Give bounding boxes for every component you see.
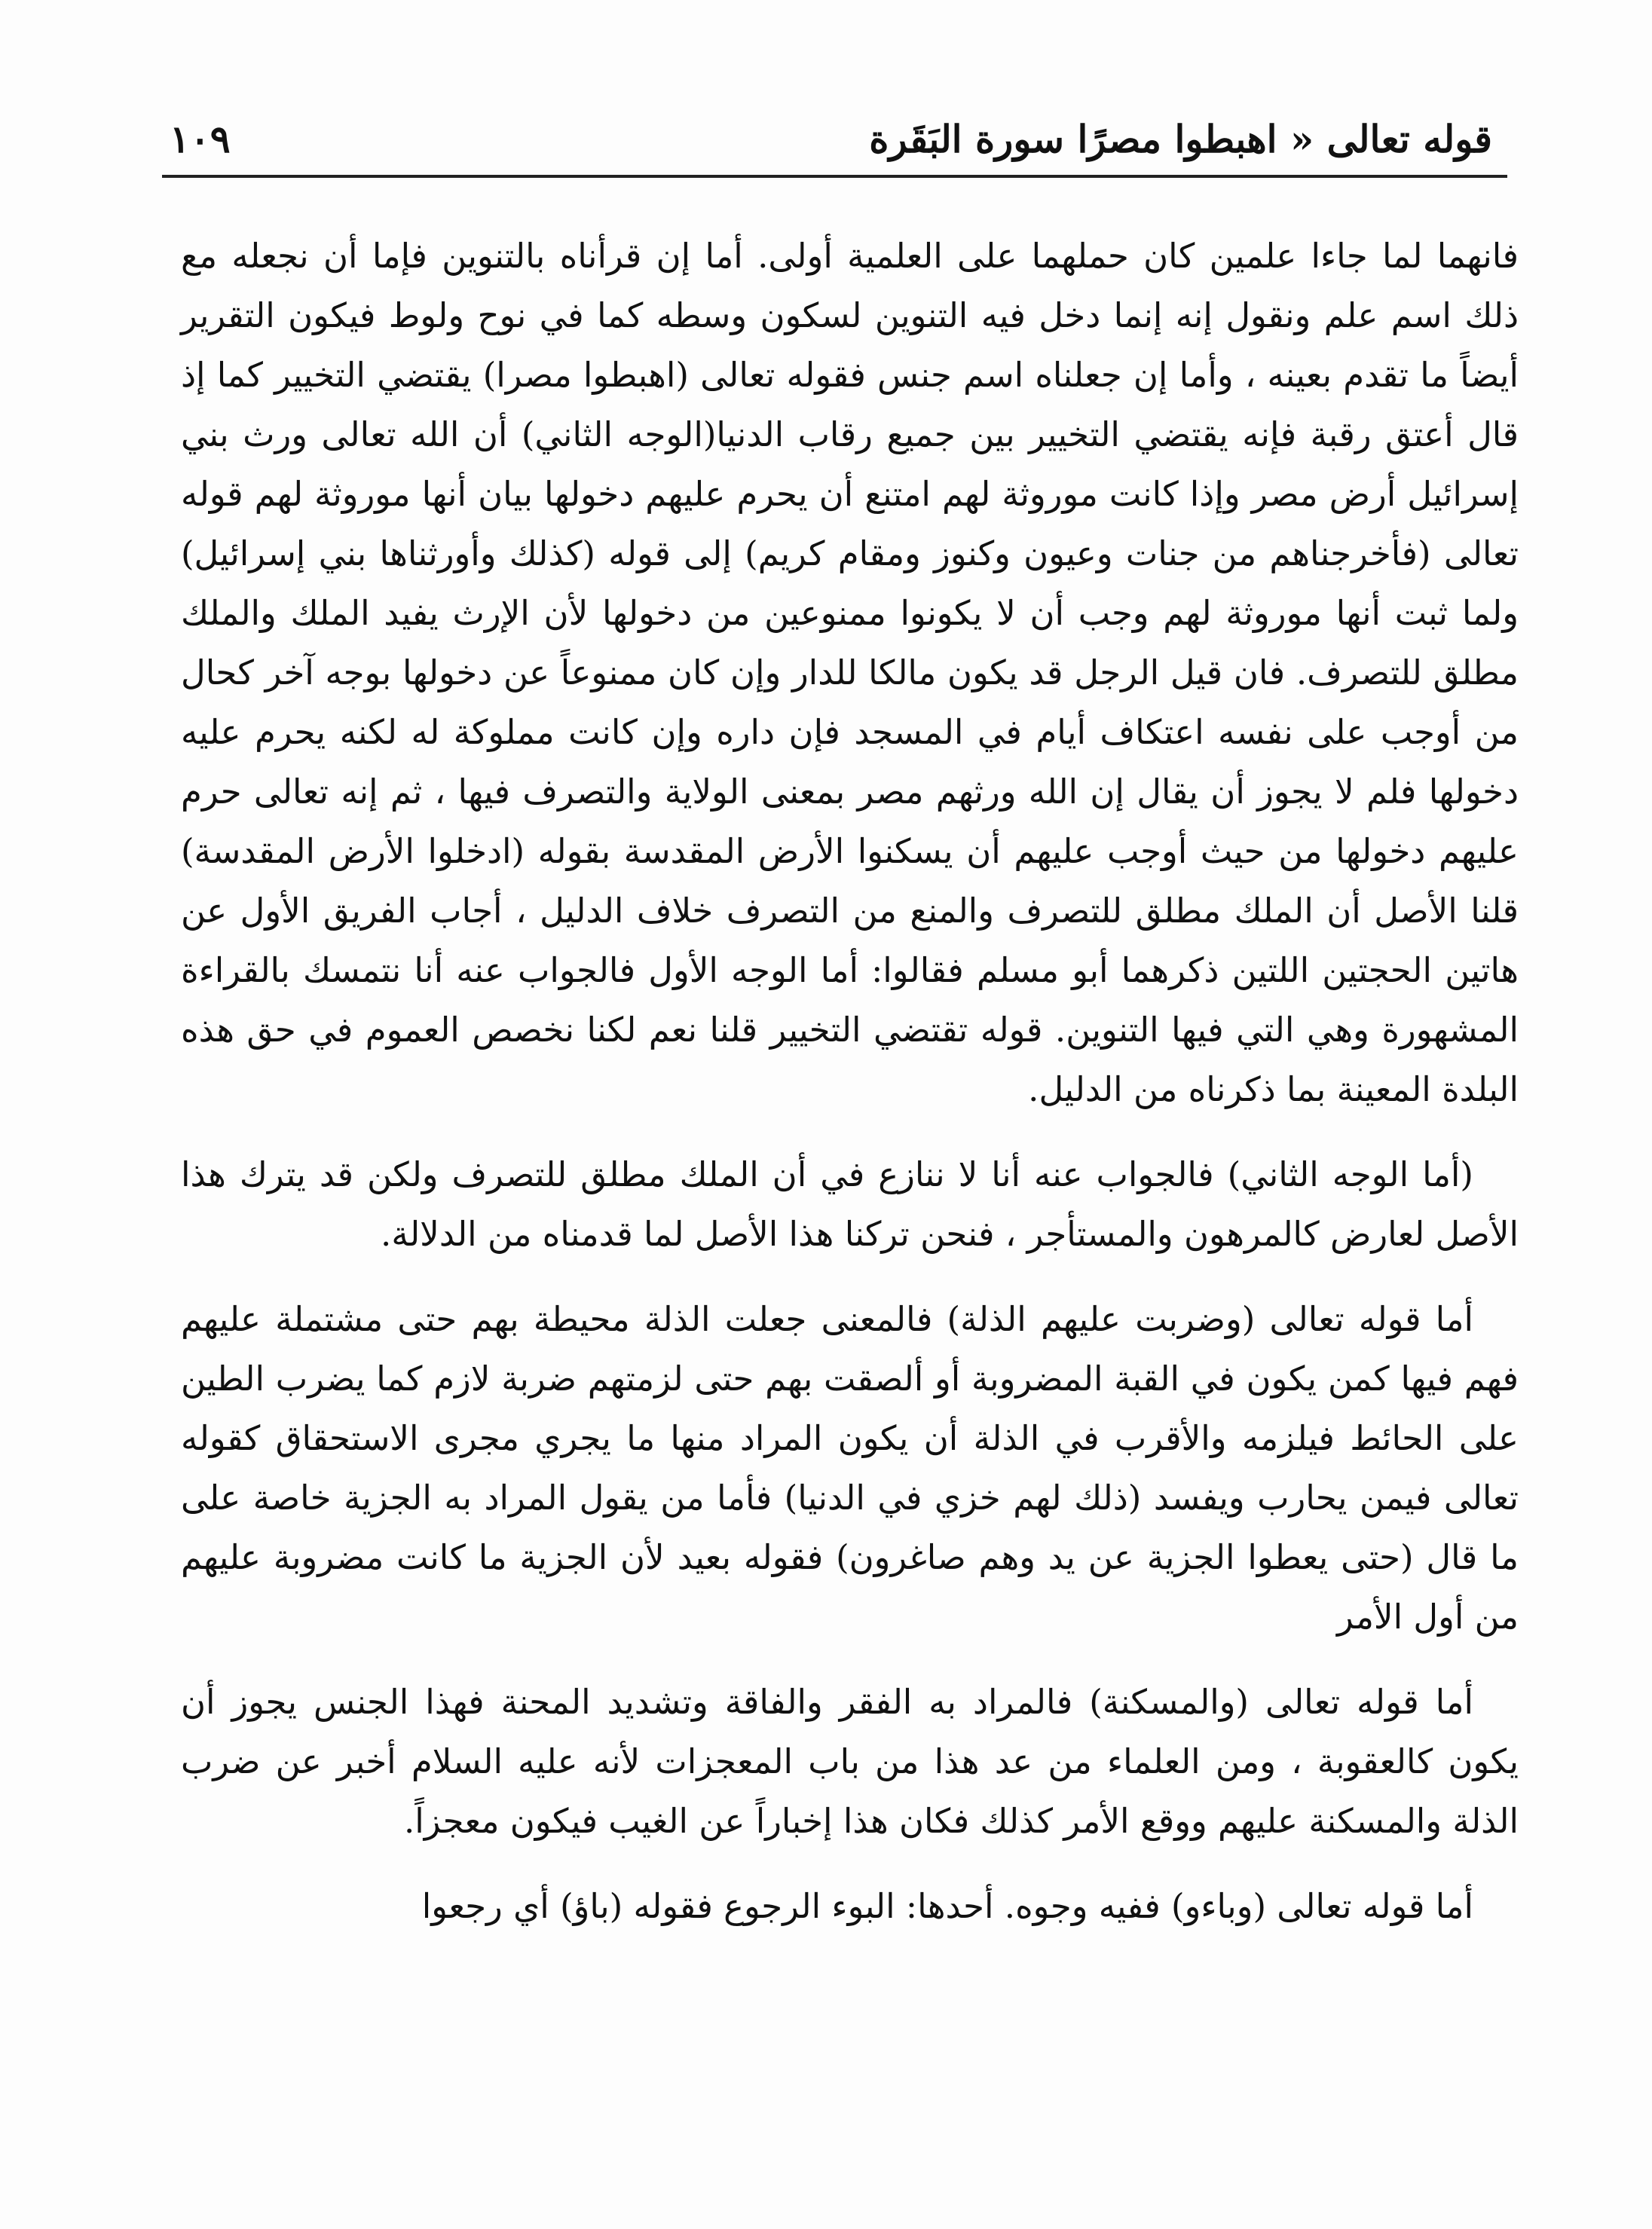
- header-rule: [162, 175, 1507, 178]
- running-title: قوله تعالى « اهبطوا مصرًا سورة البَقَرة: [869, 117, 1492, 161]
- paragraph-5: أما قوله تعالى (وباءو) ففيه وجوه. أحدها: البوء الرجوع فقوله (باؤ) أي رجعوا: [421, 1886, 1473, 1926]
- page-number: ١٠٩: [170, 117, 231, 161]
- page-header: [170, 113, 1492, 166]
- paragraph-4: أما قوله تعالى (والمسكنة) فالمراد به الفقر والفاقة وتشديد المحنة فهذا الجنس يجوز أن يكون كالعقوبة ، ومن العلماء من عد هذا من باب المعجزات لأنه عليه السلام أخبر عن ضرب الذلة والمسكنة عليهم ووقع الأمر كذلك فكان هذا إخباراً عن الغيب فيكون معجزاً.: [181, 1682, 1519, 1841]
- paragraph-3: أما قوله تعالى (وضربت عليهم الذلة) فالمعنى جعلت الذلة محيطة بهم حتى مشتملة عليهم فهم فيها كمن يكون في القبة المضروبة أو ألصقت بهم حتى لزمتهم ضربة لازم كما يضرب الطين على الحائط فيلزمه والأقرب في الذلة أن يكون المراد منها ما يجري مجرى الاستحقاق كقوله تعالى فيمن يحارب ويفسد (ذلك لهم خزي في الدنيا) فأما من يقول المراد به الجزية خاصة على ما قال (حتى يعطوا الجزية عن يد وهم صاغرون) فقوله بعيد لأن الجزية ما كانت مضروبة عليهم من أول الأمر: [181, 1299, 1519, 1637]
- paragraph-2: (أما الوجه الثاني) فالجواب عنه أنا لا ننازع في أن الملك مطلق للتصرف ولكن قد يترك هذا الأصل لعارض كالمرهون والمستأجر ، فنحن تركنا هذا الأصل لما قدمناه من الدلالة.: [181, 1154, 1519, 1254]
- body-text: [181, 226, 1519, 1936]
- paragraph-1: فانهما لما جاءا علمين كان حملهما على العلمية أولى. أما إن قرأناه بالتنوين فإما أن نجعله مع ذلك اسم علم ونقول إنه إنما دخل فيه التنوين لسكون وسطه كما في نوح ولوط فيكون التقرير أيضاً ما تقدم بعينه ، وأما إن جعلناه اسم جنس فقوله تعالى (اهبطوا مصرا) يقتضي التخيير كما إذ قال أعتق رقبة فإنه يقتضي التخيير بين جميع رقاب الدنيا(الوجه الثاني) أن الله تعالى ورث بني إسرائيل أرض مصر وإذا كانت موروثة لهم امتنع أن يحرم عليهم دخولها بيان أنها موروثة لهم قوله تعالى (فأخرجناهم من جنات وعيون وكنوز ومقام كريم) إلى قوله (كذلك وأورثناها بني إسرائيل) ولما ثبت أنها موروثة لهم وجب أن لا يكونوا ممنوعين من دخولها لأن الإرث يفيد الملك والملك مطلق للتصرف. فان قيل الرجل قد يكون مالكا للدار وإن كان ممنوعاً عن دخولها بوجه آخر كحال من أوجب على نفسه اعتكاف أيام في المسجد فإن داره وإن كانت مملوكة له لكنه يحرم عليه دخولها فلم لا يجوز أن يقال إن الله ورثهم مصر بمعنى الولاية والتصرف فيها ، ثم إنه تعالى حرم عليهم دخولها من حيث أوجب عليهم أن يسكنوا الأرض المقدسة بقوله (ادخلوا الأرض المقدسة) قلنا الأصل أن الملك مطلق للتصرف والمنع من التصرف خلاف الدليل ، أجاب الفريق الأول عن هاتين الحجتين اللتين ذكرهما أبو مسلم فقالوا: أما الوجه الأول فالجواب عنه أنا نتمسك بالقراءة المشهورة وهي التي فيها التنوين. قوله تقتضي التخيير قلنا نعم لكنا نخصص العموم في حق هذه البلدة المعينة بما ذكرناه من الدليل.: [181, 236, 1519, 1109]
